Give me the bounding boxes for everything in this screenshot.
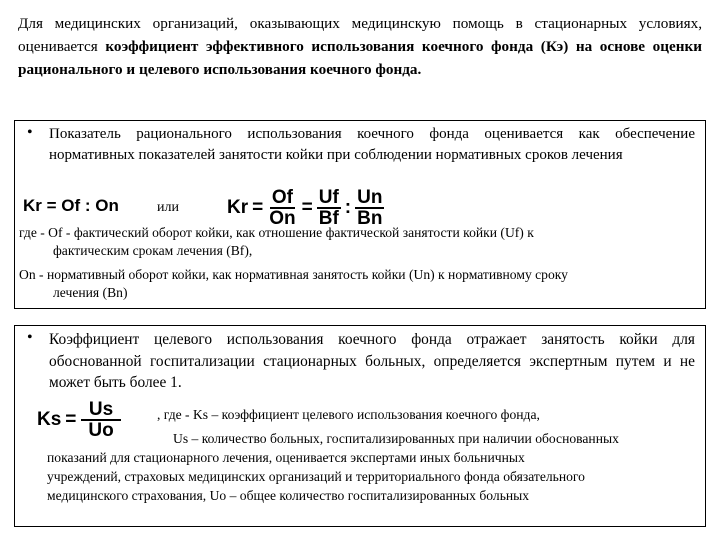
formula-kr-fraction bbox=[227, 188, 384, 228]
formula-equals-2: = bbox=[301, 197, 313, 218]
definition-us: Us – количество больных, госпитализированных при наличии обоснованных bbox=[173, 431, 619, 446]
formula-divide: : bbox=[344, 197, 352, 218]
target-use-block bbox=[14, 325, 706, 527]
intro-bold-text: коэффициент эффективного использования коечного фонда (Кэ) на основе оценки рационального и целевого использования коечного фонда. bbox=[18, 38, 702, 78]
definition-of-line2: фактическим срокам лечения (Bf), bbox=[53, 243, 253, 258]
intro-text: Для медицинских организаций, оказывающих медицинскую помощь в стационарных условиях, оценивается bbox=[18, 15, 702, 55]
definition-ks: , где - Ks – коэффициент целевого использования коечного фонда, bbox=[157, 407, 540, 422]
numerator-uf: Uf bbox=[318, 187, 339, 208]
formula-kr-lhs: Kr bbox=[227, 197, 249, 218]
definition-us-cont-2: учреждений, страховых медицинских организаций и территориального фонда обязательного bbox=[47, 469, 585, 484]
definition-on-line2: лечения (Bn) bbox=[53, 285, 128, 300]
formula-ks-fraction bbox=[37, 400, 122, 440]
target-use-text: Коэффициент целевого использования коечного фонда отражает занятость койки для обоснованной госпитализации стационарных больных, определяется экспертным путем и не может быть более 1. bbox=[49, 331, 695, 391]
definition-of-line1: где - Of - фактический оборот койки, как отношение фактической занятости койки (Uf) к bbox=[19, 225, 534, 240]
bullet-2: • bbox=[27, 329, 33, 346]
formula-kr-simple: Kr = Of : On bbox=[23, 196, 119, 215]
denominator-bf: Bf bbox=[318, 208, 339, 229]
fraction-us-uo bbox=[80, 400, 121, 440]
definition-uo: медицинского страхования, Uo – общее количество госпитализированных больных bbox=[47, 488, 530, 503]
intro-paragraph bbox=[18, 12, 702, 81]
formula-equals: = bbox=[252, 197, 264, 218]
rational-use-block bbox=[14, 120, 706, 309]
definition-us-cont-1: показаний для стационарного лечения, оценивается экспертами иных больничных bbox=[47, 450, 525, 465]
formula-ks-equals: = bbox=[65, 409, 77, 430]
fraction-uf-bf bbox=[317, 188, 341, 228]
numerator-of: Of bbox=[271, 187, 293, 208]
rational-use-text: Показатель рационального использования коечного фонда оценивается как обеспечение нормативных показателей занятости койки при соблюдении нормативных сроков лечения bbox=[49, 126, 695, 163]
or-label: или bbox=[157, 200, 179, 215]
numerator-un: Un bbox=[357, 187, 383, 208]
definition-on bbox=[19, 266, 703, 302]
definition-on-line1: On - нормативный оборот койки, как нормативная занятость койки (Un) к нормативному сроку bbox=[19, 267, 568, 282]
denominator-uo: Uo bbox=[88, 420, 114, 441]
numerator-us: Us bbox=[81, 400, 121, 421]
denominator-on: On bbox=[269, 208, 296, 229]
formula-ks-lhs: Ks bbox=[37, 409, 62, 430]
fraction-un-bn bbox=[355, 188, 384, 228]
definition-of bbox=[19, 224, 703, 260]
bullet-1: • bbox=[27, 124, 33, 141]
denominator-bn: Bn bbox=[357, 208, 383, 229]
fraction-of-on bbox=[267, 188, 297, 228]
